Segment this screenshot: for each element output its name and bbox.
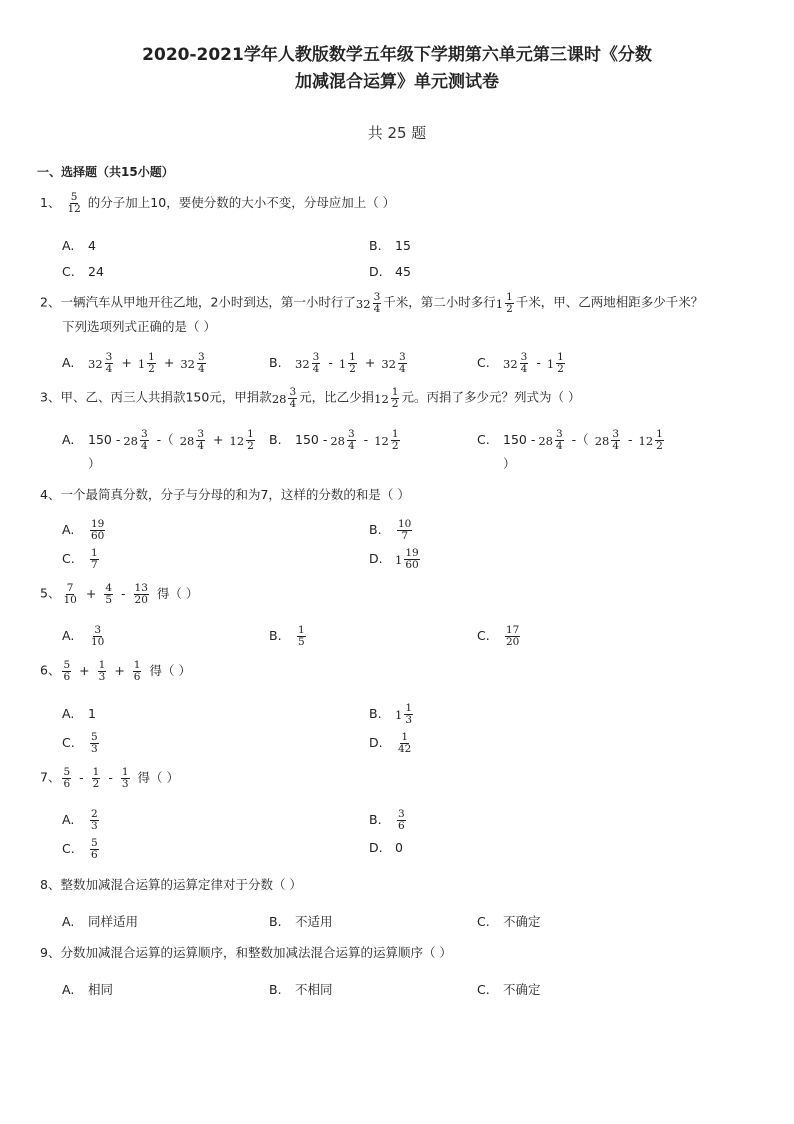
fraction: $\frac{13}{20}$	[134, 582, 148, 606]
option-label: A.	[62, 811, 75, 827]
option-label: B.	[269, 354, 282, 370]
question-5	[40, 583, 198, 606]
question-3	[40, 387, 580, 410]
question-text: 得（ ）	[149, 662, 191, 678]
q5-option-c[interactable]	[477, 625, 522, 648]
fraction: $\frac{5}{6}$	[63, 659, 71, 683]
mixed-number: 32 $\frac{3}{4}$	[180, 351, 205, 375]
option-label: C.	[477, 431, 490, 447]
q8-option-b[interactable]: B. 不适用	[269, 914, 333, 929]
fraction: $\frac{1}{5}$	[298, 624, 305, 648]
expr-text: 150 -	[295, 431, 328, 447]
option-label: A.	[62, 627, 75, 643]
page-title-line1: 2020-2021学年人教版数学五年级下学期第六单元第三课时《分数	[142, 45, 652, 65]
mixed-number: 1 $\frac{1}{2}$	[137, 351, 155, 375]
q2-option-c[interactable]	[477, 352, 567, 375]
fraction: $\frac{5}{6}$	[63, 766, 71, 790]
question-text: 元。丙捐了多少元？列式为（ ）	[401, 389, 581, 405]
question-7	[40, 767, 179, 790]
operator: +	[163, 354, 175, 370]
operator: -	[328, 354, 333, 370]
q1-option-c[interactable]: C. 24	[62, 264, 104, 279]
option-label: B.	[369, 811, 382, 827]
question-text: 千米，甲、乙两地相距多少千米？	[515, 294, 704, 310]
q2-option-a[interactable]	[62, 352, 208, 375]
q9-option-b[interactable]: B. 不相同	[269, 982, 333, 997]
q7-option-c[interactable]	[62, 838, 101, 861]
q7-option-d[interactable]	[369, 840, 406, 855]
mixed-number: 12 $\frac{1}{2}$	[374, 428, 399, 452]
question-text: 的分子加上10，要使分数的大小不变，分母应加上（ ）	[87, 195, 396, 210]
q9-option-a[interactable]: A. 相同	[62, 982, 114, 997]
operator: -	[628, 431, 633, 447]
expr-text: 1	[88, 706, 96, 721]
question-number: 7、	[40, 769, 61, 785]
q8-option-c[interactable]: C. 不确定	[477, 914, 541, 929]
question-number: 2、	[40, 294, 61, 310]
option-label: B.	[269, 431, 282, 447]
operator: +	[121, 354, 132, 370]
fraction: $\frac{5}{12}$	[67, 191, 81, 215]
q6-option-d[interactable]	[369, 732, 414, 755]
operator: +	[364, 354, 376, 370]
fraction: $\frac{7}{10}$	[63, 582, 77, 606]
question-text: 得（ ）	[137, 769, 180, 785]
expr-text: 150 -	[503, 431, 536, 447]
q2-option-b[interactable]	[269, 352, 409, 375]
option-label: B.	[269, 627, 282, 643]
operator: -	[536, 354, 541, 370]
option-label: D.	[369, 550, 383, 566]
fraction: $\frac{3}{6}$	[398, 808, 405, 832]
option-label: D.	[369, 840, 383, 855]
fraction: $\frac{1}{42}$	[398, 731, 412, 755]
fraction: $\frac{17}{20}$	[506, 624, 520, 648]
q3-option-b[interactable]	[269, 429, 402, 452]
q4-option-c[interactable]	[62, 548, 101, 571]
operator: -（	[571, 431, 589, 447]
option-label: B.	[369, 521, 382, 537]
operator: -	[108, 769, 113, 785]
mixed-number: 28 $\frac{3}{4}$	[123, 428, 148, 452]
option-label: A.	[62, 706, 75, 721]
mixed-number: 1 $\frac{1}{2}$	[338, 351, 356, 375]
q4-option-d[interactable]	[369, 548, 422, 571]
question-text: 甲、乙、丙三人共捐款150元，甲捐款	[60, 389, 272, 405]
mixed-number: 32 $\frac{3}{4}$	[503, 351, 528, 375]
option-label: C.	[477, 627, 490, 643]
question-text: 分数加减混合运算的运算顺序，和整数加减法混合运算的运算顺序（ ）	[60, 945, 452, 960]
fraction: $\frac{1}{3}$	[98, 659, 106, 683]
option-label: B.	[369, 705, 382, 721]
q5-option-a[interactable]	[62, 625, 107, 648]
mixed-number: 32 $\frac{3}{4}$	[88, 351, 113, 375]
mixed-number: 28 $\frac{3}{4}$	[594, 428, 620, 452]
question-8	[40, 875, 302, 893]
question-number: 6、	[40, 662, 61, 678]
question-number: 8、	[40, 877, 61, 892]
mixed-number: 28 $\frac{3}{4}$	[179, 428, 205, 452]
q6-option-c[interactable]	[62, 732, 101, 755]
q8-option-a[interactable]: A. 同样适用	[62, 914, 139, 929]
mixed-number: 28 $\frac{3}{4}$	[330, 428, 355, 452]
option-label: C.	[62, 550, 75, 566]
fraction: $\frac{5}{6}$	[91, 837, 98, 861]
q3-option-a-close: ）	[88, 456, 101, 471]
option-label: A.	[62, 354, 75, 370]
option-label: C.	[62, 840, 75, 856]
fraction: $\frac{3}{10}$	[91, 624, 105, 648]
mixed-number: 1 $\frac{1}{2}$	[495, 291, 513, 315]
operator: -	[121, 585, 126, 601]
question-number: 4、	[40, 487, 61, 502]
q1-option-d[interactable]: D. 45	[369, 264, 411, 279]
option-label: A.	[62, 521, 75, 537]
q1-option-a[interactable]: A. 4	[62, 238, 96, 253]
q3-option-a[interactable]	[62, 429, 257, 452]
option-label: D.	[369, 734, 383, 750]
operator: +	[85, 585, 97, 601]
question-number: 1、	[40, 195, 61, 210]
fraction: $\frac{1}{7}$	[91, 547, 98, 571]
q6-option-a[interactable]	[62, 706, 99, 721]
question-6	[40, 660, 191, 683]
question-text: 千米，第二小时多行	[383, 294, 496, 310]
mixed-number: 28 $\frac{3}{4}$	[271, 386, 297, 410]
operator: -	[79, 769, 84, 785]
question-number: 9、	[40, 945, 61, 960]
question-text: 整数加减混合运算的运算定律对于分数（ ）	[60, 877, 302, 892]
mixed-number: 1 $\frac{19}{60}$	[395, 547, 419, 571]
question-count: 共 25 题	[367, 124, 427, 142]
fraction: $\frac{1}{2}$	[92, 766, 100, 790]
operator: +	[213, 431, 224, 447]
mixed-number: 12 $\frac{1}{2}$	[229, 428, 254, 452]
fraction: $\frac{5}{3}$	[91, 731, 98, 755]
mixed-number: 1 $\frac{1}{2}$	[546, 351, 564, 375]
q5-option-b[interactable]	[269, 625, 308, 648]
question-2	[40, 292, 703, 315]
q1-option-b[interactable]: B. 15	[369, 238, 411, 253]
mixed-number: 12 $\frac{1}{2}$	[374, 386, 399, 410]
operator: -（	[156, 431, 174, 447]
option-label: C.	[62, 734, 75, 750]
question-text: 元，比乙少捐	[299, 389, 375, 405]
fraction: $\frac{19}{60}$	[91, 518, 105, 542]
question-4	[40, 485, 410, 503]
option-label: A.	[62, 431, 75, 447]
q3-option-c-close: ）	[503, 456, 516, 471]
fraction: $\frac{10}{7}$	[398, 518, 412, 542]
q6-option-b[interactable]	[369, 703, 415, 726]
question-text: 一辆汽车从甲地开往乙地，2小时到达，第一小时行了	[60, 294, 356, 310]
fraction: $\frac{4}{5}$	[105, 582, 112, 606]
operator: +	[114, 662, 125, 678]
fraction: $\frac{1}{3}$	[121, 766, 129, 790]
question-text: 一个最简真分数，分子与分母的和为7，这样的分数的和是（ ）	[60, 487, 410, 502]
page-title-line2: 加减混合运算》单元测试卷	[295, 72, 499, 92]
question-number: 5、	[40, 585, 61, 601]
question-text: 得（ ）	[156, 585, 199, 601]
section-heading: 一、选择题（共15小题）	[37, 165, 174, 179]
expr-text: 150 -	[88, 431, 121, 447]
q7-option-a[interactable]	[62, 809, 101, 832]
mixed-number: 32 $\frac{3}{4}$	[295, 351, 320, 375]
question-number: 3、	[40, 389, 61, 405]
mixed-number: 12 $\frac{1}{2}$	[638, 428, 663, 452]
question-2-line2: 下列选项列式正确的是（ ）	[62, 319, 216, 334]
question-9	[40, 943, 452, 961]
fraction: $\frac{2}{3}$	[91, 808, 98, 832]
option-label: C.	[477, 354, 490, 370]
q3-option-c[interactable]	[477, 429, 666, 452]
q4-option-b[interactable]	[369, 519, 414, 542]
mixed-number: 28 $\frac{3}{4}$	[538, 428, 563, 452]
expr-text: 0	[395, 840, 403, 855]
q4-option-a[interactable]	[62, 519, 107, 542]
mixed-number: 32 $\frac{3}{4}$	[355, 291, 381, 315]
mixed-number: 1 $\frac{1}{3}$	[395, 702, 413, 726]
q7-option-b[interactable]	[369, 809, 408, 832]
question-1	[40, 192, 395, 215]
mixed-number: 32 $\frac{3}{4}$	[381, 351, 406, 375]
fraction: $\frac{1}{6}$	[133, 659, 141, 683]
operator: -	[363, 431, 369, 447]
operator: +	[79, 662, 90, 678]
q9-option-c[interactable]: C. 不确定	[477, 982, 541, 997]
